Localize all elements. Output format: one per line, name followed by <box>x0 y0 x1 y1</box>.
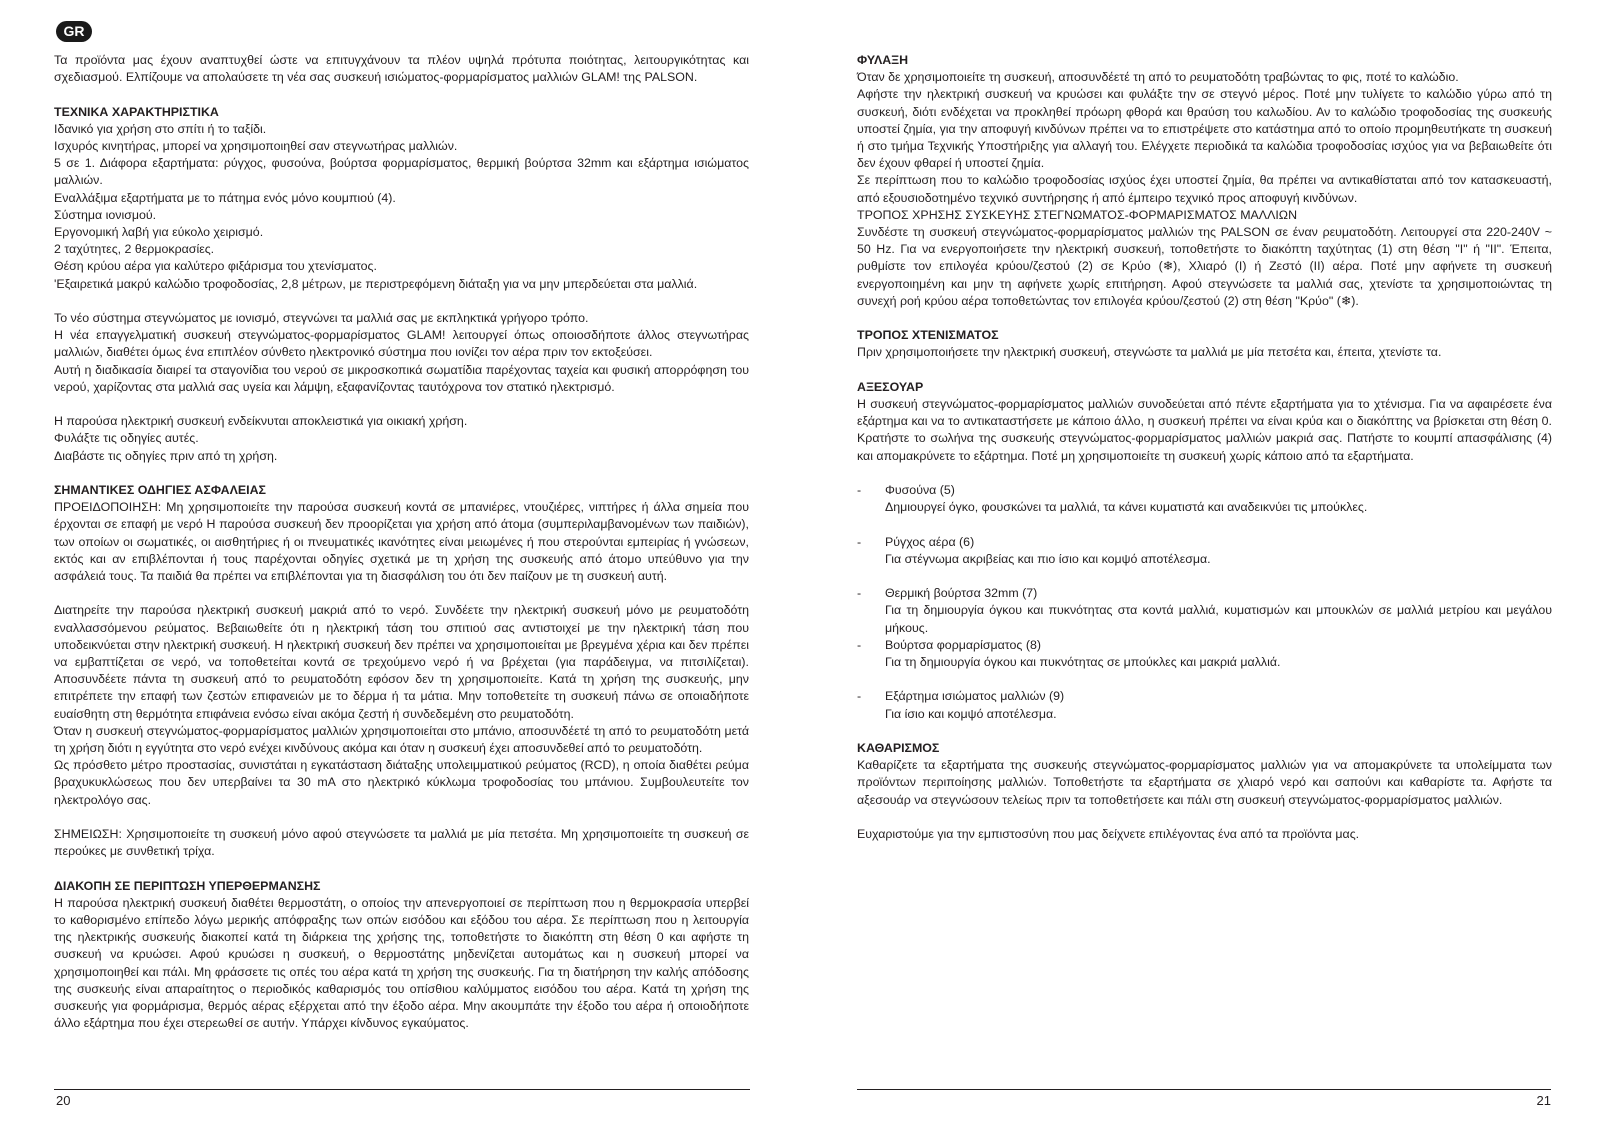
usage-heading: ΤΡΟΠΟΣ ΧΡΗΣΗΣ ΣΥΣΚΕΥΗΣ ΣΤΕΓΝΩΜΑΤΟΣ-ΦΟΡΜΑΡΙΣΜΑΤΟΣ ΜΑΛΛΙΩΝ <box>857 207 1298 222</box>
tech-item: Σύστημα ιονισμού. <box>54 207 157 222</box>
page-number: 20 <box>56 1093 71 1108</box>
storage-heading: ΦΥΛΑΞΗ <box>857 53 909 67</box>
water-paragraph: Όταν η συσκευή στεγνώματος-φορμαρίσματος μαλλιών χρησιμοποιείται στο μπάνιο, αποσυνδέετέ τη από το ρευματοδότη μετά τη χρήση διότι η εγγύτητα στο νερό ενέχει κινδύνους ακόμα και όταν η συσκευή έχει αποσυνδεθεί από το ρευματοδότη. <box>54 723 749 756</box>
safety-warning: ΠΡΟΕΙΔΟΠΟΙΗΣΗ: Μη χρησιμοποιείτε την παρούσα συσκευή κοντά σε μπανιέρες, ντουζιέρες, νιπτήρες ή άλλα σημεία που έρχονται σε επαφή με νερό Η παρούσα συσκευή δεν προορίζεται για χρήση από άτομα (συμπεριλαμβανομένων των παιδιών), των οποίων οι σωματικές, οι αισθητήριες ή οι πνευματικές ικανότητες είναι μειωμένες ή που στερούνται εμπειρίας ή γνώσεων, εκτός και αν επιβλέπονται ή τους παρέχονται οδηγίες σχετικά με τη χρήση της συσκευής από άτομο υπεύθυνο για την ασφάλειά τους. Τα παιδιά θα πρέπει να επιβλέπονται για τη διασφάλιση του ότι δεν παίζουν με τη συσκευή αυτή. <box>54 500 749 584</box>
tech-item: Εργονομική λαβή για εύκολο χειρισμό. <box>54 225 264 240</box>
accessories-paragraph: Η συσκευή στεγνώματος-φορμαρίσματος μαλλιών συνοδεύεται από πέντε εξαρτήματα για το χτένισμα. Για να αφαιρέσετε ένα εξάρτημα και να το αντικαταστήσετε με κάποιο άλλο, η συσκευή πρέπει να είναι κρύα και ο διακόπτης να βρίσκεται στη θέση 0. Κρατήστε το σωλήνα της συσκευής στεγνώματος-φορμαρίσματος μαλλιών μακριά σας. Πατήστε το κουμπί απασφάλισης (4) και απομακρύνετε το εξάρτημα. Ποτέ μη χρησιμοποιείτε τη συσκευή χωρίς κάποιο από τα εξαρτήματα. <box>857 397 1552 463</box>
tech-item: Εναλλάξιμα εξαρτήματα με το πάτημα ενός μόνο κουμπιού (4). <box>54 190 396 205</box>
tech-item: 2 ταχύτητες, 2 θερμοκρασίες. <box>54 242 215 257</box>
dash-bullet: - <box>857 637 862 652</box>
tech-item: 'Εξαιρετικά μακρύ καλώδιο τροφοδοσίας, 2,8 μέτρων, με περιστρεφόμενη διάταξη για να μην μπερδεύεται στα μαλλιά. <box>54 276 698 291</box>
accessory-name: Θερμική βούρτσα 32mm (7) <box>885 586 1038 601</box>
intro-paragraph: Τα προϊόντα μας έχουν αναπτυχθεί ώστε να επιτυγχάνουν τα πλέον υψηλά πρότυπα ποιότητας, λειτουργικότητας και σχεδιασμού. Ελπίζουμε να απολαύσετε τη νέα σας συσκευή ισιώματος-φορμαρίσματος μαλλιών GLAM! της PALSON. <box>54 53 749 85</box>
dash-bullet: - <box>857 586 862 601</box>
home-use-paragraph: Φυλάξτε τις οδηγίες αυτές. <box>54 431 199 446</box>
accessory-desc: Δημιουργεί όγκο, φουσκώνει τα μαλλιά, τα κάνει κυματιστά και αναδεικνύει τις μπούκλες. <box>885 500 1368 515</box>
tech-item: 5 σε 1. Διάφορα εξαρτήματα: ρύγχος, φυσούνα, βούρτσα φορμαρίσματος, θερμική βούρτσα 32mm και εξάρτημα ισιώματος μαλλιών. <box>54 156 749 188</box>
accessory-item <box>857 534 1552 568</box>
right-column <box>857 52 1552 843</box>
dash-bullet: - <box>857 534 862 549</box>
accessory-item <box>857 482 1552 516</box>
ion-paragraph: Το νέο σύστημα στεγνώματος με ιονισμό, στεγνώνει τα μαλλιά σας με εκπληκτικά γρήγορο τρόπο. <box>54 311 589 326</box>
styling-heading: ΤΡΟΠΟΣ ΧΤΕΝΙΣΜΑΤΟΣ <box>857 328 999 343</box>
accessory-item <box>857 585 1552 637</box>
storage-paragraph: Όταν δε χρησιμοποιείτε τη συσκευή, αποσυνδέετέ τη από το ρευματοδότη τραβώντας το φις, ποτέ το καλώδιο. <box>857 70 1459 85</box>
home-use-paragraph: Διαβάστε τις οδηγίες πριν από τη χρήση. <box>54 448 278 463</box>
accessory-desc: Για στέγνωμα ακριβείας και πιο ίσιο και κομψό αποτέλεσμα. <box>885 551 1211 566</box>
accessory-name: Βούρτσα φορμαρίσματος (8) <box>885 637 1041 652</box>
ion-paragraph: Αυτή η διαδικασία διαιρεί τα σταγονίδια του νερού σε μικροσκοπικά σωματίδια παρέχοντας ταχεία και φυσική απορρόφηση του νερού, χαρίζοντας στα μαλλιά σας υγεία και λάμψη, εξαφανίζοντας ταυτόχρονα τον στατικό ηλεκτρισμό. <box>54 362 749 394</box>
dash-bullet: - <box>857 483 862 498</box>
ion-paragraph: Η νέα επαγγελματική συσκευή στεγνώματος-φορμαρίσματος GLAM! λειτουργεί όπως οποιοσδήποτε άλλος στεγνωτήρας μαλλιών, διαθέτει όμως ένα επιπλέον σύνθετο ηλεκτρονικό σύστημα που ιονίζει τον αέρα πριν τον εκτοξεύσει. <box>54 328 749 360</box>
cleaning-heading: ΚΑΘΑΡΙΣΜΟΣ <box>857 741 940 756</box>
footer-divider <box>857 1089 1551 1090</box>
tech-item: Ιδανικό για χρήση στο σπίτι ή το ταξίδι. <box>54 121 267 136</box>
note-paragraph: ΣΗΜΕΙΩΣΗ: Χρησιμοποιείτε τη συσκευή μόνο αφού στεγνώσετε τα μαλλιά με μία πετσέτα. Μη χρησιμοποιείτε τη συσκευή σε περούκες με συνθετική τρίχα. <box>54 827 749 859</box>
left-column <box>54 52 749 1032</box>
right-page <box>800 0 1600 1132</box>
water-paragraph: Διατηρείτε την παρούσα ηλεκτρική συσκευή μακριά από το νερό. Συνδέετε την ηλεκτρική συσκευή μόνο με ρευματοδότη εναλλασσόμενου ρεύματος. Βεβαιωθείτε ότι η ηλεκτρική τάση του σπιτιού σας αντιστοιχεί με την ηλεκτρική τάση που υποδεικνύεται στην ηλεκτρική συσκευή. Η ηλεκτρική συσκευή δεν πρέπει να χρησιμοποιείται με βρεγμένα χέρια και δεν πρέπει να εμβαπτίζεται σε νερό, να τοποθετείται κοντά σε τρεχούμενο νερό ή να βρέχεται (για παράδειγμα, να πιτσιλίζεται). Αποσυνδέετε πάντα τη συσκευή από το ρευματοδότη εφόσον δεν τη χρησιμοποιείτε. Κατά τη χρήση της συσκευής, μην επιτρέπετε την επαφή των ζεστών επιφανειών με το δέρμα ή τα μάτια. Μην τοποθετείτε τη συσκευή πάνω σε οποιαδήποτε ευαίσθητη στη θερμότητα επιφάνεια ενόσω είναι ακόμα ζεστή ή συνδεδεμένη στο ρευματοδότη. <box>54 603 749 721</box>
accessory-name: Ρύγχος αέρα (6) <box>885 534 975 549</box>
accessories-heading: ΑΞΕΣΟΥΑΡ <box>857 379 924 394</box>
storage-paragraph: Σε περίπτωση που το καλώδιο τροφοδοσίας ισχύος έχει υποστεί ζημία, θα πρέπει να αντικαθίσταται από τον κατασκευαστή, από εξουσιοδοτημένο τεχνικό συντήρησης ή από έμπειρο τεχνικό προς αποφυγή κινδύνων. <box>857 173 1552 205</box>
accessory-name: Φυσούνα (5) <box>885 483 955 498</box>
overheat-heading: ΔΙΑΚΟΠΗ ΣΕ ΠΕΡΙΠΤΩΣΗ ΥΠΕΡΘΕΡΜΑΝΣΗΣ <box>54 878 321 893</box>
overheat-paragraph: Η παρούσα ηλεκτρική συσκευή διαθέτει θερμοστάτη, ο οποίος την απενεργοποιεί σε περίπτωση που η θερμοκρασία υπερβεί το καθορισμένο επίπεδο λόγω μερικής απόφραξης των οπών εισόδου και εξόδου του αέρα. Σε περίπτωση που η λειτουργία της ηλεκτρικής συσκευής διακοπεί κατά τη διάρκεια της χρήσης της, τοποθετήστε το διακόπτη στη θέση 0 και αφήστε τη συσκευή να κρυώσει. Αφού κρυώσει η συσκευή, ο θερμοστάτης μηδενίζεται αυτομάτως και η συσκευή μπορεί να χρησιμοποιηθεί και πάλι. Μη φράσσετε τις οπές του αέρα κατά τη χρήση της συσκευής. Για τη διατήρηση την καλής απόδοσης της συσκευής είναι απαραίτητος ο περιοδικός καθαρισμός του οπίσθιου καλύμματος εισόδου του αέρα. Κατά τη χρήση της συσκευής για φορμάρισμα, θερμός αέρας εξέρχεται από την έξοδο αέρα. Μην ακουμπάτε την έξοδο του αέρα ή οποιοδήποτε άλλο εξάρτημα που έχει στερεωθεί σε αυτήν. Υπάρχει κίνδυνος εγκαύματος. <box>54 895 749 1031</box>
accessory-item <box>857 637 1552 671</box>
storage-paragraph: Αφήστε την ηλεκτρική συσκευή να κρυώσει και φυλάξτε την σε στεγνό μέρος. Ποτέ μην τυλίγετε το καλώδιο γύρω από τη συσκευή, διότι ενδέχεται να προκληθεί πρόωρη φθορά και θραύση του καλωδίου. Αν το καλώδιο τροφοδοσίας της συσκευής υποστεί ζημία, για την αποφυγή κινδύνων πρέπει να το επιστρέψετε στο κατάστημα από το οποίο προμηθευτήκατε τη συσκευή ή στο τμήμα Τεχνικής Υποστήριξης για αλλαγή του. Ελέγχετε περιοδικά τα καλώδια τροφοδοσίας ισχύος για να βεβαιωθείτε ότι δεν έχουν φθαρεί ή υποστεί ζημία. <box>857 87 1552 171</box>
accessory-name: Εξάρτημα ισιώματος μαλλιών (9) <box>885 689 1065 704</box>
water-paragraph: Ως πρόσθετο μέτρο προστασίας, συνιστάται η εγκατάσταση διάταξης υπολειμματικού ρεύματος (RCD), η οποία διαθέτει ρεύμα βραχυκυκλώσεως που δεν υπερβαίνει τα 30 mA στο ηλεκτρικό κύκλωμα τροφοδοσίας του μπάνιου. Συμβουλευτείτε τον ηλεκτρολόγο σας. <box>54 758 749 807</box>
accessory-desc: Για τη δημιουργία όγκου και πυκνότητας στα κοντά μαλλιά, κυματισμών και μπουκλών σε μαλλιά μετρίου και μεγάλου μήκους. <box>885 603 1552 635</box>
dash-bullet: - <box>857 689 862 704</box>
accessory-desc: Για τη δημιουργία όγκου και πυκνότητας σε μπούκλες και μακριά μαλλιά. <box>885 655 1281 670</box>
accessory-desc: Για ίσιο και κομψό αποτέλεσμα. <box>885 706 1057 721</box>
styling-paragraph: Πριν χρησιμοποιήσετε την ηλεκτρική συσκευή, στεγνώστε τα μαλλιά με μία πετσέτα και, έπειτα, χτενίστε τα. <box>857 345 1442 360</box>
page-number: 21 <box>1536 1093 1551 1108</box>
language-badge: GR <box>56 21 92 42</box>
tech-item: Θέση κρύου αέρα για καλύτερο φιξάρισμα του χτενίσματος. <box>54 259 377 274</box>
cleaning-paragraph: Καθαρίζετε τα εξαρτήματα της συσκευής στεγνώματος-φορμαρίσματος μαλλιών για να απομακρύνετε τα υπολείμματα των προϊόντων περιποίησης μαλλιών. Τοποθετήστε τα εξαρτήματα σε χλιαρό νερό και σαπούνι και καθαρίστε τα. Αφήστε τα αξεσουάρ να στεγνώσουν τελείως πριν τα τοποθετήσετε και πάλι στη συσκευή στεγνώματος-φορμαρίσματος μαλλιών. <box>857 758 1552 807</box>
tech-item: Ισχυρός κινητήρας, μπορεί να χρησιμοποιηθεί σαν στεγνωτήρας μαλλιών. <box>54 139 458 153</box>
tech-heading: ΤΕΧΝΙΚΑ ΧΑΡΑΚΤΗΡΙΣΤΙΚΑ <box>54 104 219 119</box>
accessory-item <box>857 688 1552 722</box>
home-use-paragraph: Η παρούσα ηλεκτρική συσκευή ενδείκνυται αποκλειστικά για οικιακή χρήση. <box>54 414 468 429</box>
footer-divider <box>54 1089 750 1090</box>
safety-heading: ΣΗΜΑΝΤΙΚΕΣ ΟΔΗΓΙΕΣ ΑΣΦΑΛΕΙΑΣ <box>54 483 266 498</box>
usage-paragraph: Συνδέστε τη συσκευή στεγνώματος-φορμαρίσματος μαλλιών της PALSON σε έναν ρευματοδότη. Λειτουργεί στα 220-240V ~ 50 Hz. Για να ενεργοποιήσετε την ηλεκτρική συσκευή, τοποθετήστε το διακόπτη ταχύτητας (1) στη θέση "I" ή "II". Έπειτα, ρυθμίστε τον επιλογέα κρύου/ζεστού (2) σε Κρύο (❄), Χλιαρό (I) ή Ζεστό (II) αέρα. Ποτέ μην αφήνετε τη συσκευή ενεργοποιημένη και μην τη αφήνετε χωρίς επιτήρηση. Αφού στεγνώσετε τα μαλλιά σας, χτενίστε τα χρησιμοποιώντας τη συνεχή ροή κρύου αέρα τοποθετώντας τον επιλογέα κρύου/ζεστού (2) στη θέση "Κρύο" (❄). <box>857 225 1552 308</box>
thanks-paragraph: Ευχαριστούμε για την εμπιστοσύνη που μας δείχνετε επιλέγοντας ένα από τα προϊόντα μας. <box>857 827 1360 842</box>
